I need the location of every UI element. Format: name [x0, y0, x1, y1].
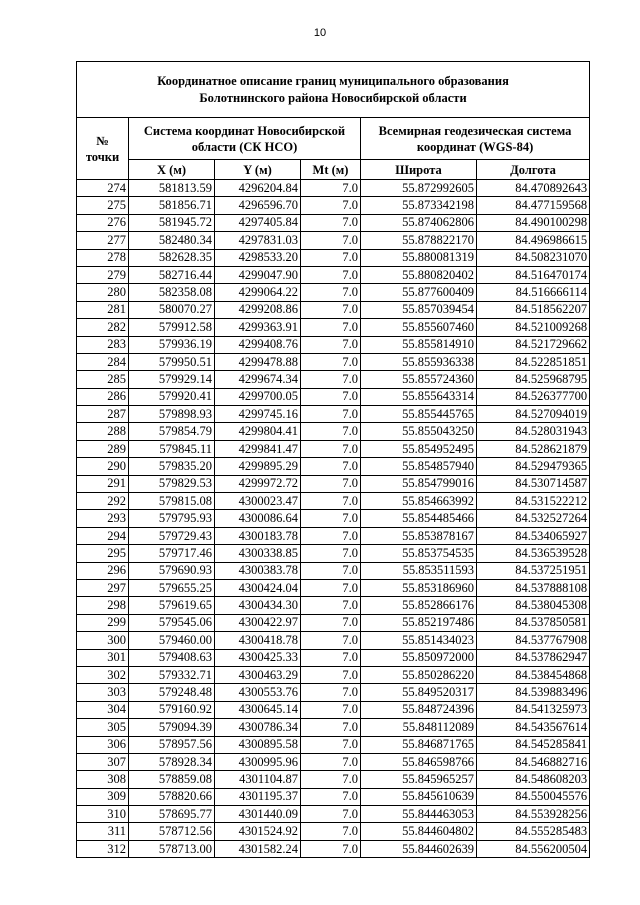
- cell-longitude: 84.537251951: [477, 562, 590, 579]
- table-row: [77, 353, 590, 370]
- cell-y: 4300425.33: [215, 649, 301, 666]
- cell-point-number: 275: [77, 197, 129, 214]
- cell-y: 4300553.76: [215, 684, 301, 701]
- table-row: [77, 249, 590, 266]
- table-row: [77, 301, 590, 318]
- cell-longitude: 84.550045576: [477, 788, 590, 805]
- cell-x: 579717.46: [129, 545, 215, 562]
- header-latitude: Широта: [361, 160, 477, 180]
- cell-latitude: 55.853754535: [361, 545, 477, 562]
- cell-point-number: 291: [77, 475, 129, 492]
- table-row: [77, 197, 590, 214]
- cell-point-number: 292: [77, 493, 129, 510]
- cell-y: 4300183.78: [215, 527, 301, 544]
- cell-longitude: 84.516666114: [477, 284, 590, 301]
- cell-longitude: 84.508231070: [477, 249, 590, 266]
- cell-longitude: 84.556200504: [477, 840, 590, 857]
- cell-x: 579332.71: [129, 666, 215, 683]
- cell-point-number: 306: [77, 736, 129, 753]
- cell-longitude: 84.530714587: [477, 475, 590, 492]
- cell-latitude: 55.874062806: [361, 214, 477, 231]
- cell-latitude: 55.850286220: [361, 666, 477, 683]
- cell-x: 579815.08: [129, 493, 215, 510]
- cell-point-number: 309: [77, 788, 129, 805]
- cell-latitude: 55.846871765: [361, 736, 477, 753]
- cell-latitude: 55.854952495: [361, 440, 477, 457]
- cell-latitude: 55.855814910: [361, 336, 477, 353]
- cell-latitude: 55.853511593: [361, 562, 477, 579]
- cell-longitude: 84.531522212: [477, 493, 590, 510]
- cell-x: 579835.20: [129, 458, 215, 475]
- cell-y: 4300995.96: [215, 753, 301, 770]
- cell-longitude: 84.521009268: [477, 319, 590, 336]
- cell-x: 578928.34: [129, 753, 215, 770]
- cell-point-number: 279: [77, 266, 129, 283]
- cell-y: 4297405.84: [215, 214, 301, 231]
- cell-x: 582628.35: [129, 249, 215, 266]
- cell-x: 579795.93: [129, 510, 215, 527]
- cell-mt: 7.0: [301, 840, 361, 857]
- cell-x: 579929.14: [129, 371, 215, 388]
- cell-longitude: 84.537850581: [477, 614, 590, 631]
- cell-y: 4299363.91: [215, 319, 301, 336]
- cell-y: 4301195.37: [215, 788, 301, 805]
- cell-latitude: 55.853878167: [361, 527, 477, 544]
- cell-y: 4299745.16: [215, 406, 301, 423]
- cell-x: 581945.72: [129, 214, 215, 231]
- table-row: [77, 614, 590, 631]
- table-row: [77, 545, 590, 562]
- cell-point-number: 285: [77, 371, 129, 388]
- cell-latitude: 55.845610639: [361, 788, 477, 805]
- cell-y: 4300383.78: [215, 562, 301, 579]
- cell-latitude: 55.855724360: [361, 371, 477, 388]
- cell-longitude: 84.534065927: [477, 527, 590, 544]
- table-row: [77, 632, 590, 649]
- cell-x: 579248.48: [129, 684, 215, 701]
- cell-longitude: 84.536539528: [477, 545, 590, 562]
- cell-point-number: 287: [77, 406, 129, 423]
- cell-y: 4300434.30: [215, 597, 301, 614]
- cell-mt: 7.0: [301, 545, 361, 562]
- cell-x: 579729.43: [129, 527, 215, 544]
- cell-latitude: 55.873342198: [361, 197, 477, 214]
- cell-point-number: 312: [77, 840, 129, 857]
- cell-x: 579094.39: [129, 719, 215, 736]
- cell-point-number: 296: [77, 562, 129, 579]
- cell-mt: 7.0: [301, 232, 361, 249]
- cell-y: 4299804.41: [215, 423, 301, 440]
- cell-y: 4301524.92: [215, 823, 301, 840]
- cell-point-number: 297: [77, 579, 129, 596]
- cell-longitude: 84.527094019: [477, 406, 590, 423]
- table-row: [77, 214, 590, 231]
- table-row: [77, 180, 590, 197]
- cell-point-number: 284: [77, 353, 129, 370]
- cell-x: 578695.77: [129, 806, 215, 823]
- cell-mt: 7.0: [301, 214, 361, 231]
- cell-y: 4299895.29: [215, 458, 301, 475]
- cell-latitude: 55.855936338: [361, 353, 477, 370]
- cell-mt: 7.0: [301, 423, 361, 440]
- table-row: [77, 232, 590, 249]
- cell-mt: 7.0: [301, 493, 361, 510]
- cell-longitude: 84.539883496: [477, 684, 590, 701]
- cell-x: 579920.41: [129, 388, 215, 405]
- table-row: [77, 406, 590, 423]
- table-row: [77, 440, 590, 457]
- cell-latitude: 55.846598766: [361, 753, 477, 770]
- table-row: [77, 736, 590, 753]
- table-row: [77, 562, 590, 579]
- table-row: [77, 597, 590, 614]
- cell-latitude: 55.844463053: [361, 806, 477, 823]
- cell-latitude: 55.880820402: [361, 266, 477, 283]
- cell-mt: 7.0: [301, 440, 361, 457]
- cell-x: 581856.71: [129, 197, 215, 214]
- cell-x: 579898.93: [129, 406, 215, 423]
- cell-latitude: 55.851434023: [361, 632, 477, 649]
- header-longitude: Долгота: [477, 160, 590, 180]
- cell-longitude: 84.528621879: [477, 440, 590, 457]
- table-row: [77, 840, 590, 857]
- table-row: [77, 319, 590, 336]
- cell-point-number: 278: [77, 249, 129, 266]
- cell-point-number: 310: [77, 806, 129, 823]
- cell-x: 579160.92: [129, 701, 215, 718]
- cell-point-number: 303: [77, 684, 129, 701]
- cell-y: 4300086.64: [215, 510, 301, 527]
- cell-latitude: 55.852197486: [361, 614, 477, 631]
- cell-y: 4300645.14: [215, 701, 301, 718]
- cell-point-number: 305: [77, 719, 129, 736]
- coordinates-table: [76, 61, 590, 858]
- cell-longitude: 84.516470174: [477, 266, 590, 283]
- cell-latitude: 55.849520317: [361, 684, 477, 701]
- cell-y: 4299208.86: [215, 301, 301, 318]
- header-point-number: № точки: [77, 118, 129, 180]
- cell-y: 4299700.05: [215, 388, 301, 405]
- cell-y: 4300023.47: [215, 493, 301, 510]
- cell-point-number: 277: [77, 232, 129, 249]
- cell-latitude: 55.854663992: [361, 493, 477, 510]
- cell-x: 578820.66: [129, 788, 215, 805]
- cell-point-number: 311: [77, 823, 129, 840]
- cell-point-number: 288: [77, 423, 129, 440]
- cell-x: 578713.00: [129, 840, 215, 857]
- cell-latitude: 55.855643314: [361, 388, 477, 405]
- table-row: [77, 475, 590, 492]
- cell-mt: 7.0: [301, 527, 361, 544]
- table-title-line2: Болотнинского района Новосибирской области: [199, 90, 467, 105]
- header-x: X (м): [129, 160, 215, 180]
- cell-y: 4299972.72: [215, 475, 301, 492]
- table-row: [77, 649, 590, 666]
- table-row: [77, 579, 590, 596]
- cell-longitude: 84.521729662: [477, 336, 590, 353]
- table-row: [77, 684, 590, 701]
- cell-latitude: 55.848724396: [361, 701, 477, 718]
- cell-x: 581813.59: [129, 180, 215, 197]
- cell-longitude: 84.496986615: [477, 232, 590, 249]
- cell-mt: 7.0: [301, 788, 361, 805]
- cell-point-number: 308: [77, 771, 129, 788]
- cell-latitude: 55.880081319: [361, 249, 477, 266]
- cell-point-number: 281: [77, 301, 129, 318]
- cell-point-number: 295: [77, 545, 129, 562]
- cell-latitude: 55.852866176: [361, 597, 477, 614]
- table-row: [77, 666, 590, 683]
- cell-y: 4296204.84: [215, 180, 301, 197]
- table-row: [77, 753, 590, 770]
- table-row: [77, 788, 590, 805]
- cell-mt: 7.0: [301, 180, 361, 197]
- cell-mt: 7.0: [301, 579, 361, 596]
- cell-mt: 7.0: [301, 371, 361, 388]
- table-row: [77, 823, 590, 840]
- table-row: [77, 388, 590, 405]
- cell-point-number: 282: [77, 319, 129, 336]
- cell-latitude: 55.855445765: [361, 406, 477, 423]
- cell-mt: 7.0: [301, 666, 361, 683]
- cell-point-number: 298: [77, 597, 129, 614]
- cell-mt: 7.0: [301, 249, 361, 266]
- cell-longitude: 84.537767908: [477, 632, 590, 649]
- cell-point-number: 274: [77, 180, 129, 197]
- cell-y: 4299408.76: [215, 336, 301, 353]
- cell-x: 579545.06: [129, 614, 215, 631]
- cell-longitude: 84.541325973: [477, 701, 590, 718]
- cell-y: 4299674.34: [215, 371, 301, 388]
- cell-y: 4297831.03: [215, 232, 301, 249]
- cell-mt: 7.0: [301, 197, 361, 214]
- cell-mt: 7.0: [301, 701, 361, 718]
- cell-x: 582358.08: [129, 284, 215, 301]
- cell-longitude: 84.537862947: [477, 649, 590, 666]
- cell-point-number: 290: [77, 458, 129, 475]
- cell-longitude: 84.526377700: [477, 388, 590, 405]
- cell-latitude: 55.853186960: [361, 579, 477, 596]
- cell-point-number: 289: [77, 440, 129, 457]
- cell-longitude: 84.538045308: [477, 597, 590, 614]
- cell-longitude: 84.555285483: [477, 823, 590, 840]
- cell-mt: 7.0: [301, 823, 361, 840]
- cell-x: 579829.53: [129, 475, 215, 492]
- cell-latitude: 55.877600409: [361, 284, 477, 301]
- cell-latitude: 55.844602639: [361, 840, 477, 857]
- table-row: [77, 493, 590, 510]
- cell-mt: 7.0: [301, 562, 361, 579]
- cell-mt: 7.0: [301, 736, 361, 753]
- cell-mt: 7.0: [301, 336, 361, 353]
- cell-mt: 7.0: [301, 753, 361, 770]
- cell-longitude: 84.546882716: [477, 753, 590, 770]
- cell-y: 4299064.22: [215, 284, 301, 301]
- cell-y: 4301104.87: [215, 771, 301, 788]
- cell-longitude: 84.528031943: [477, 423, 590, 440]
- cell-latitude: 55.844604802: [361, 823, 477, 840]
- cell-longitude: 84.545285841: [477, 736, 590, 753]
- cell-y: 4300786.34: [215, 719, 301, 736]
- cell-mt: 7.0: [301, 614, 361, 631]
- cell-point-number: 299: [77, 614, 129, 631]
- table-row: [77, 771, 590, 788]
- table-row: [77, 719, 590, 736]
- cell-latitude: 55.878822170: [361, 232, 477, 249]
- cell-point-number: 286: [77, 388, 129, 405]
- cell-y: 4299478.88: [215, 353, 301, 370]
- cell-latitude: 55.854799016: [361, 475, 477, 492]
- table-row: [77, 510, 590, 527]
- cell-x: 579655.25: [129, 579, 215, 596]
- header-y: Y (м): [215, 160, 301, 180]
- cell-latitude: 55.872992605: [361, 180, 477, 197]
- cell-latitude: 55.855043250: [361, 423, 477, 440]
- cell-x: 579690.93: [129, 562, 215, 579]
- cell-mt: 7.0: [301, 684, 361, 701]
- cell-point-number: 294: [77, 527, 129, 544]
- cell-longitude: 84.538454868: [477, 666, 590, 683]
- cell-latitude: 55.854857940: [361, 458, 477, 475]
- table-row: [77, 266, 590, 283]
- cell-mt: 7.0: [301, 406, 361, 423]
- cell-longitude: 84.490100298: [477, 214, 590, 231]
- cell-point-number: 307: [77, 753, 129, 770]
- cell-y: 4301582.24: [215, 840, 301, 857]
- cell-longitude: 84.548608203: [477, 771, 590, 788]
- cell-longitude: 84.553928256: [477, 806, 590, 823]
- page-number: 10: [313, 27, 327, 39]
- cell-longitude: 84.522851851: [477, 353, 590, 370]
- cell-y: 4300418.78: [215, 632, 301, 649]
- cell-point-number: 276: [77, 214, 129, 231]
- cell-longitude: 84.532527264: [477, 510, 590, 527]
- cell-mt: 7.0: [301, 771, 361, 788]
- cell-y: 4301440.09: [215, 806, 301, 823]
- cell-y: 4296596.70: [215, 197, 301, 214]
- cell-y: 4300895.58: [215, 736, 301, 753]
- table-row: [77, 284, 590, 301]
- cell-mt: 7.0: [301, 475, 361, 492]
- cell-longitude: 84.525968795: [477, 371, 590, 388]
- cell-y: 4300424.04: [215, 579, 301, 596]
- cell-mt: 7.0: [301, 597, 361, 614]
- table-row: [77, 458, 590, 475]
- cell-mt: 7.0: [301, 388, 361, 405]
- cell-latitude: 55.850972000: [361, 649, 477, 666]
- cell-x: 579854.79: [129, 423, 215, 440]
- cell-latitude: 55.854485466: [361, 510, 477, 527]
- cell-x: 580070.27: [129, 301, 215, 318]
- cell-mt: 7.0: [301, 632, 361, 649]
- cell-y: 4299047.90: [215, 266, 301, 283]
- cell-longitude: 84.518562207: [477, 301, 590, 318]
- cell-x: 578712.56: [129, 823, 215, 840]
- cell-mt: 7.0: [301, 510, 361, 527]
- cell-mt: 7.0: [301, 284, 361, 301]
- cell-mt: 7.0: [301, 649, 361, 666]
- cell-y: 4298533.20: [215, 249, 301, 266]
- cell-y: 4300338.85: [215, 545, 301, 562]
- table-row: [77, 806, 590, 823]
- cell-point-number: 280: [77, 284, 129, 301]
- cell-x: 579619.65: [129, 597, 215, 614]
- table-row: [77, 371, 590, 388]
- cell-mt: 7.0: [301, 458, 361, 475]
- cell-x: 582716.44: [129, 266, 215, 283]
- cell-x: 579460.00: [129, 632, 215, 649]
- cell-point-number: 304: [77, 701, 129, 718]
- table-title: [77, 62, 590, 118]
- table-row: [77, 423, 590, 440]
- cell-longitude: 84.477159568: [477, 197, 590, 214]
- table-title-line1: Координатное описание границ муниципального образования: [157, 73, 509, 88]
- cell-x: 579936.19: [129, 336, 215, 353]
- header-nso-system: Система координат Новосибирской области (СК НСО): [129, 118, 361, 160]
- cell-point-number: 283: [77, 336, 129, 353]
- cell-point-number: 293: [77, 510, 129, 527]
- cell-longitude: 84.470892643: [477, 180, 590, 197]
- cell-x: 579912.58: [129, 319, 215, 336]
- cell-x: 579845.11: [129, 440, 215, 457]
- cell-longitude: 84.529479365: [477, 458, 590, 475]
- cell-mt: 7.0: [301, 301, 361, 318]
- table-row: [77, 336, 590, 353]
- cell-y: 4300463.29: [215, 666, 301, 683]
- cell-y: 4300422.97: [215, 614, 301, 631]
- cell-x: 578957.56: [129, 736, 215, 753]
- cell-point-number: 302: [77, 666, 129, 683]
- cell-mt: 7.0: [301, 266, 361, 283]
- cell-latitude: 55.845965257: [361, 771, 477, 788]
- cell-latitude: 55.857039454: [361, 301, 477, 318]
- cell-x: 579950.51: [129, 353, 215, 370]
- cell-x: 579408.63: [129, 649, 215, 666]
- cell-longitude: 84.537888108: [477, 579, 590, 596]
- cell-point-number: 300: [77, 632, 129, 649]
- cell-mt: 7.0: [301, 319, 361, 336]
- cell-mt: 7.0: [301, 353, 361, 370]
- header-wgs-system: Всемирная геодезическая система координат (WGS-84): [361, 118, 590, 160]
- table-row: [77, 527, 590, 544]
- cell-x: 578859.08: [129, 771, 215, 788]
- cell-latitude: 55.855607460: [361, 319, 477, 336]
- cell-longitude: 84.543567614: [477, 719, 590, 736]
- cell-x: 582480.34: [129, 232, 215, 249]
- table-row: [77, 701, 590, 718]
- header-mt: Mt (м): [301, 160, 361, 180]
- cell-point-number: 301: [77, 649, 129, 666]
- cell-latitude: 55.848112089: [361, 719, 477, 736]
- cell-mt: 7.0: [301, 806, 361, 823]
- cell-y: 4299841.47: [215, 440, 301, 457]
- cell-mt: 7.0: [301, 719, 361, 736]
